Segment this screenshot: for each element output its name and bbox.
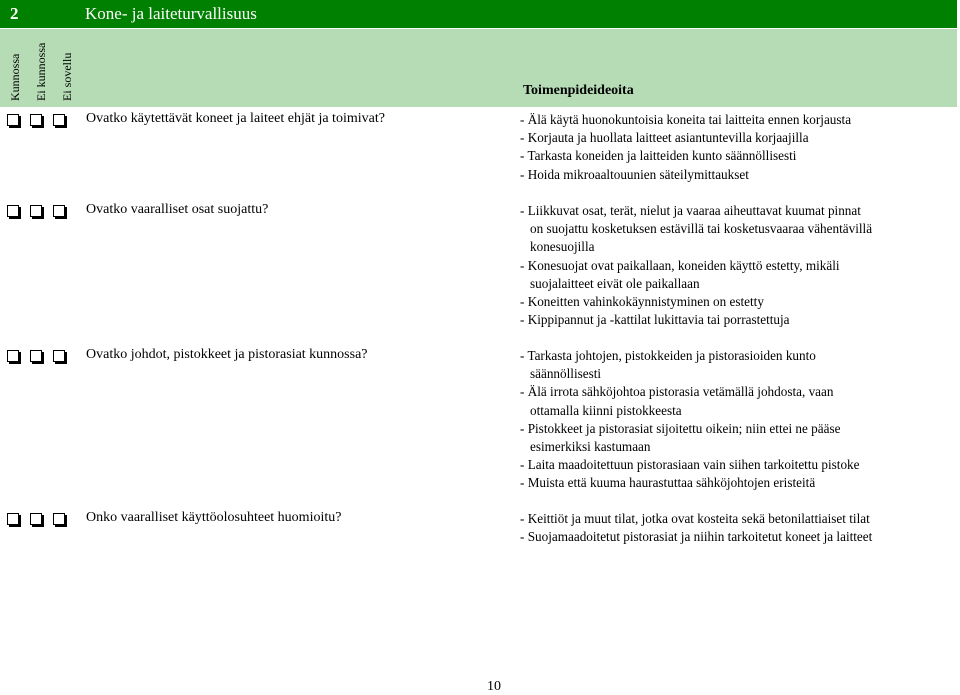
action-line: - Hoida mikroaaltouunien säteilymittaukset (520, 166, 749, 182)
action-line: esimerkiksi kastumaan (530, 439, 651, 455)
checkbox-not-ok[interactable] (30, 114, 42, 126)
action-line: - Laita maadoitettuun pistorasiaan vain siihen tarkoitettu pistoke (520, 457, 860, 473)
action-line: - Älä irrota sähköjohtoa pistorasia vetämällä johdosta, vaan (520, 384, 834, 400)
table-header (0, 29, 957, 107)
actions-column-header: Toimenpideideoita (523, 83, 634, 98)
action-list (520, 111, 950, 184)
action-line: - Pistokkeet ja pistorasiat sijoitettu oikein; niin ettei ne pääse (520, 420, 841, 436)
action-line: - Kippipannut ja -kattilat lukittavia tai porrastettuja (520, 312, 790, 328)
action-line: - Tarkasta johtojen, pistokkeiden ja pistorasioiden kunto (520, 348, 816, 363)
action-line: - Konesuojat ovat paikallaan, koneiden käyttö estetty, mikäli (520, 257, 840, 273)
action-line: - Älä käytä huonokuntoisia koneita tai laitteita ennen korjausta (520, 112, 852, 127)
checkbox-group (7, 348, 65, 362)
action-list (520, 347, 950, 493)
action-line: - Korjauta ja huollata laitteet asiantuntevilla korjaajilla (520, 130, 809, 146)
action-line: suojalaitteet eivät ole paikallaan (530, 275, 700, 291)
checkbox-not-ok[interactable] (30, 205, 42, 217)
checkbox-ok[interactable] (7, 205, 19, 217)
checkbox-group (7, 203, 65, 217)
action-line: - Keittiöt ja muut tilat, jotka ovat kosteita sekä betonilattiaiset tilat (520, 511, 870, 526)
checkbox-group (7, 511, 65, 525)
action-line: säännöllisesti (530, 366, 602, 382)
checkbox-not-ok[interactable] (30, 350, 42, 362)
checkbox-ok[interactable] (7, 350, 19, 362)
column-header-ok: Kunnossa (8, 53, 22, 101)
question-text: Ovatko käytettävät koneet ja laiteet ehjät ja toimivat? (86, 111, 385, 126)
action-line: - Koneitten vahinkokäynnistyminen on estetty (520, 294, 764, 310)
checkbox-not-ok[interactable] (30, 513, 42, 525)
checkbox-group (7, 112, 65, 126)
checkbox-not-applicable[interactable] (53, 350, 65, 362)
section-title-bar (0, 0, 957, 28)
checkbox-ok[interactable] (7, 513, 19, 525)
question-text: Ovatko johdot, pistokkeet ja pistorasiat kunnossa? (86, 347, 368, 362)
question-text: Onko vaaralliset käyttöolosuhteet huomioitu? (86, 510, 342, 525)
column-header-not-applicable: Ei sovellu (60, 52, 74, 101)
action-list (520, 202, 950, 329)
checkbox-not-applicable[interactable] (53, 205, 65, 217)
action-line: - Liikkuvat osat, terät, nielut ja vaaraa aiheuttavat kuumat pinnat (520, 203, 861, 218)
action-list (520, 510, 950, 546)
column-header-not-ok: Ei kunnossa (34, 42, 48, 101)
section-title: Kone- ja laiteturvallisuus (85, 4, 257, 23)
checkbox-ok[interactable] (7, 114, 19, 126)
action-line: on suojattu kosketuksen estävillä tai kosketusvaaraa vähentävillä (530, 221, 873, 237)
action-line: - Tarkasta koneiden ja laitteiden kunto säännöllisesti (520, 148, 797, 164)
checkbox-not-applicable[interactable] (53, 513, 65, 525)
checkbox-not-applicable[interactable] (53, 114, 65, 126)
section-number: 2 (10, 4, 19, 23)
action-line: - Muista että kuuma haurastuttaa sähköjohtojen eristeitä (520, 475, 816, 491)
action-line: - Suojamaadoitetut pistorasiat ja niihin tarkoitetut koneet ja laitteet (520, 529, 873, 545)
page-number: 10 (487, 679, 501, 694)
question-text: Ovatko vaaralliset osat suojattu? (86, 202, 269, 217)
action-line: konesuojilla (530, 239, 595, 255)
action-line: ottamalla kiinni pistokkeesta (530, 402, 682, 418)
